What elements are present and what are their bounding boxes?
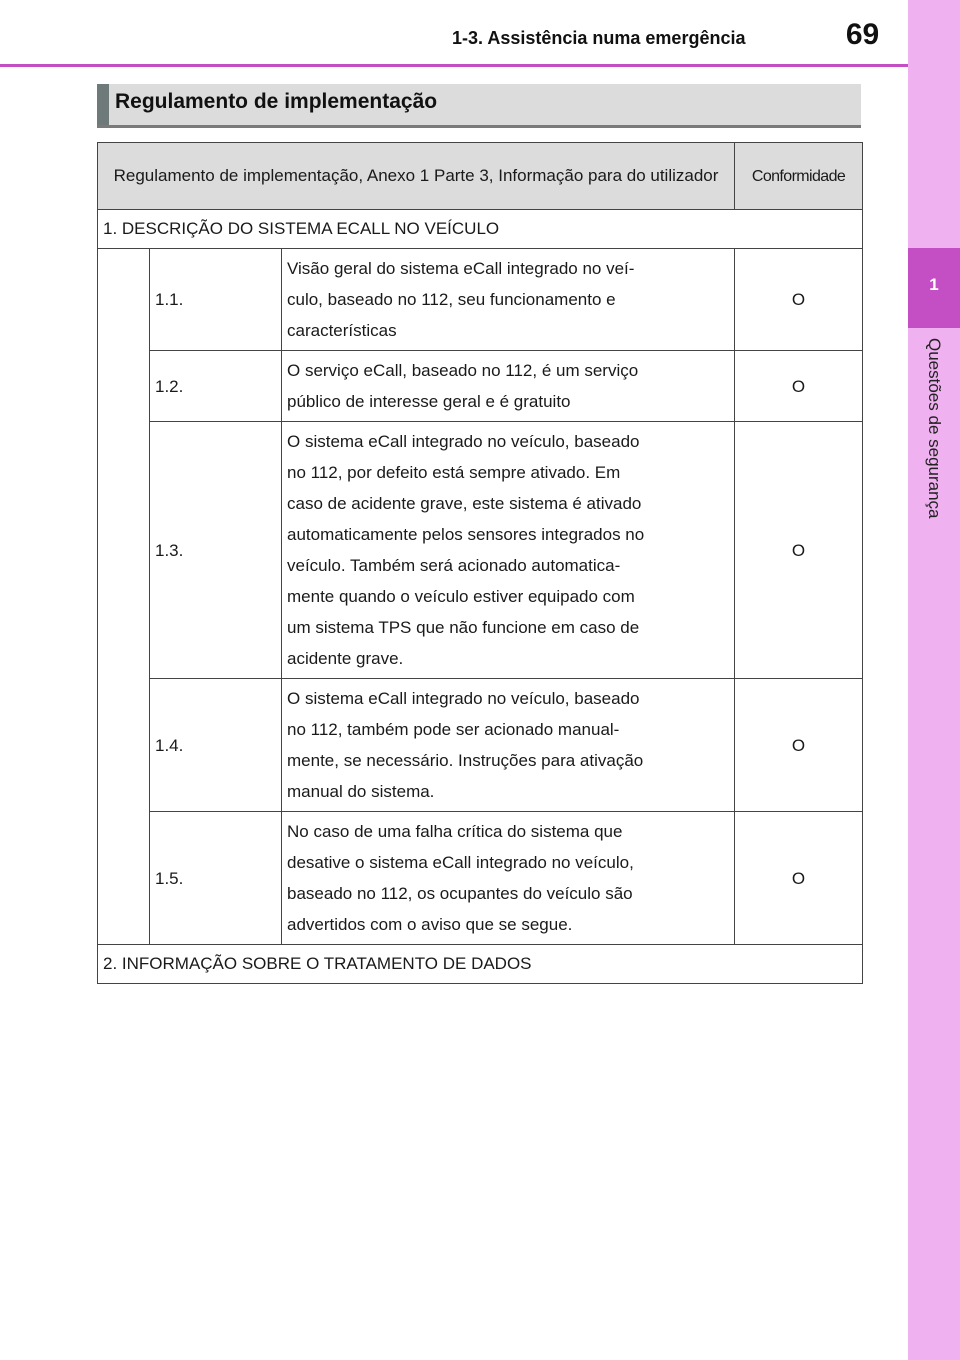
chapter-number: 1	[929, 275, 939, 294]
item-number: 1.3.	[150, 422, 282, 679]
table-header-row	[98, 143, 863, 210]
item-description: No caso de uma falha crítica do sistema que desative o sistema eCall integrado no veículo, baseado no 112, os ocupantes do veículo são advertidos com o aviso que se segue.	[282, 812, 735, 945]
running-header-title: 1-3. Assistência numa emergência	[452, 28, 746, 48]
item-conformity: O	[735, 351, 863, 422]
page-number: 69	[845, 18, 880, 51]
table-row	[98, 679, 863, 812]
item-number: 1.2.	[150, 351, 282, 422]
table-row	[98, 812, 863, 945]
item-conformity: O	[735, 679, 863, 812]
section-heading	[97, 84, 861, 128]
chapter-label: Questões de segurança	[925, 338, 944, 519]
item-conformity: O	[735, 812, 863, 945]
item-number: 1.5.	[150, 812, 282, 945]
table-section-row	[98, 945, 863, 984]
section-heading-accent	[97, 84, 109, 125]
section-2-label: 2. INFORMAÇÃO SOBRE O TRATAMENTO DE DADOS	[98, 945, 863, 984]
table-section-row	[98, 210, 863, 249]
item-conformity: O	[735, 249, 863, 351]
column-header-regulation: Regulamento de implementação, Anexo 1 Parte 3, Informação para do utilizador	[98, 143, 735, 210]
item-number: 1.1.	[150, 249, 282, 351]
regulation-table	[97, 142, 863, 984]
item-number: 1.4.	[150, 679, 282, 812]
side-tab	[908, 0, 960, 1360]
item-description: O sistema eCall integrado no veículo, baseado no 112, também pode ser acionado manual- mente, se necessário. Instruções para ativação manual do sistema.	[282, 679, 735, 812]
table-row	[98, 249, 863, 351]
table-row	[98, 351, 863, 422]
table-row	[98, 422, 863, 679]
indent-cell	[98, 249, 150, 945]
column-header-conformity: Conformidade	[735, 143, 863, 210]
header-rule	[0, 64, 908, 67]
section-heading-title: Regulamento de implementação	[115, 90, 438, 113]
item-description: O serviço eCall, baseado no 112, é um serviço público de interesse geral e é gratuito	[282, 351, 735, 422]
item-description: O sistema eCall integrado no veículo, baseado no 112, por defeito está sempre ativado. Em caso de acidente grave, este sistema é ativado automaticamente pelos sensores integrados no veículo. Também será acionado automatica- mente quando o veículo estiver equipado com um sistema TPS que não funcione em caso de acidente grave.	[282, 422, 735, 679]
section-1-label: 1. DESCRIÇÃO DO SISTEMA ECALL NO VEÍCULO	[98, 210, 863, 249]
item-conformity: O	[735, 422, 863, 679]
item-description: Visão geral do sistema eCall integrado no veí- culo, baseado no 112, seu funcionamento e características	[282, 249, 735, 351]
